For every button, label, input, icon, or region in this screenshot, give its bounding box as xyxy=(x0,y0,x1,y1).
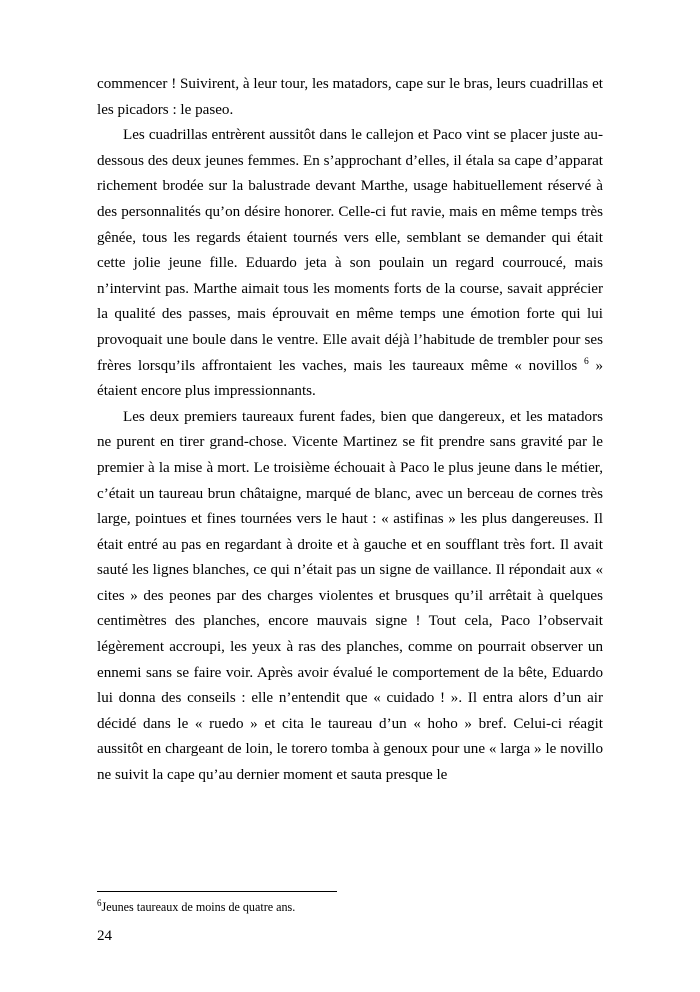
paragraph-2 xyxy=(97,123,603,405)
paragraph-2-text-before-footnote-ref: Les cuadrillas entrèrent aussitôt dans le callejon et Paco vint se placer juste au-dessous des deux jeunes femmes. En s’approchant d’elles, il étala sa cape d’apparat richement brodée sur la balustrade devant Marthe, usage habituellement réservé à des personnalités qu’on désire honorer. Celle-ci fut ravie, mais en même temps très gênée, tous les regards étaient tournés vers elle, semblant se demander qui était cette jolie jeune fille. Eduardo jeta à son poulain un regard courroucé, mais n’intervint pas. Marthe aimait tous les moments forts de la course, savait apprécier la qualité des passes, mais éprouvait en même temps une émotion forte qui lui provoquait une boule dans le ventre. Elle avait déjà l’habitude de trembler pour ses frères lorsqu’ils affrontaient les vaches, mais les taureaux même « novillos xyxy=(97,127,603,374)
footnote-separator-rule xyxy=(97,891,337,892)
page-body xyxy=(97,72,603,789)
footnote-reference-6[interactable]: 6 xyxy=(584,356,589,367)
page-number: 24 xyxy=(97,928,113,944)
paragraph-3: Les deux premiers taureaux furent fades, bien que dangereux, et les matadors ne purent en tirer grand-chose. Vicente Martinez se fit prendre sans gravité par le premier à la mise à mort. Le troisième échouait à Paco le plus jeune dans le métier, c’était un taureau brun châtaigne, marqué de blanc, avec un berceau de cornes très large, pointues et fines tournées vers le haut : « astifinas » les plus dangereuses. Il était entré au pas en regardant à droite et à gauche et en soufflant très fort. Il avait sauté les lignes blanches, ce qui n’était pas un signe de vaillance. Il répondait aux « cites » des peones par des charges violentes et brusques qu’il arrêtait à quelques centimètres des planches, encore mauvais signe ! Tout cela, Paco l’observait légèrement accroupi, les yeux à ras des planches, comme on pourrait observer un ennemi sans se faire voir. Après avoir évalué le comportement de la bête, Eduardo lui donna des conseils : elle n’entendit que « cuidado ! ». Il entra alors d’un air décidé dans le « ruedo » et cita le taureau d’un « hoho » bref. Celui-ci réagit aussitôt en chargeant de loin, le torero tomba à genoux pour une « larga » le novillo ne suivit la cape qu’au dernier moment et sauta presque le xyxy=(97,408,603,784)
paragraph-1: commencer ! Suivirent, à leur tour, les matadors, cape sur le bras, leurs cuadrillas et les picadors : le paseo. xyxy=(97,76,603,118)
footnote-area xyxy=(97,891,603,946)
footnote-marker: 6 xyxy=(97,897,102,908)
footnote-entry xyxy=(97,899,603,915)
paragraph-2-text-after-footnote-ref: » étaient encore plus impressionnants. xyxy=(97,357,603,400)
footnote-text: Jeunes taureaux de moins de quatre ans. xyxy=(101,900,296,914)
